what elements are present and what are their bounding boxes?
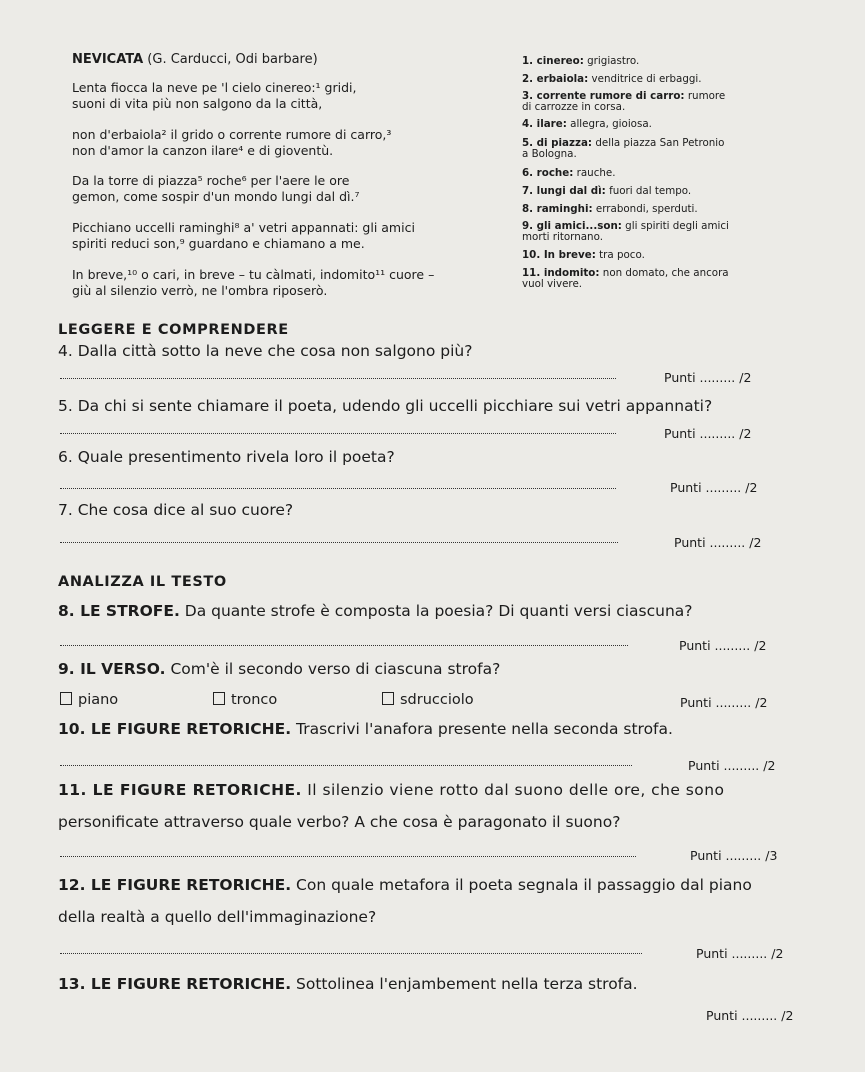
punti-score: Punti ......... /2 bbox=[680, 695, 768, 710]
punti-score: Punti ......... /2 bbox=[696, 946, 784, 961]
punti-score: Punti ......... /2 bbox=[674, 535, 762, 550]
punti-score: Punti ......... /2 bbox=[664, 426, 752, 441]
section-heading-leggere: LEGGERE E COMPRENDERE bbox=[58, 322, 289, 338]
poem-line: non d'erbaiola² il grido o corrente rumore di carro,³ bbox=[72, 127, 392, 142]
footnote: 1. cinereo: grigiastro. bbox=[522, 55, 640, 67]
question-11-cont: personificate attraverso quale verbo? A che cosa è paragonato il suono? bbox=[58, 813, 621, 831]
question-9: 9. IL VERSO. Com'è il secondo verso di ciascuna strofa? bbox=[58, 660, 501, 678]
poem-line: suoni di vita più non salgono da la città, bbox=[72, 96, 323, 111]
poem-line: Lenta fiocca la neve pe 'l cielo cinereo:¹ gridi, bbox=[72, 80, 357, 95]
poem-line: In breve,¹⁰ o cari, in breve – tu càlmati, indomito¹¹ cuore – bbox=[72, 267, 435, 282]
punti-score: Punti ......... /2 bbox=[706, 1008, 794, 1023]
checkbox-icon[interactable] bbox=[213, 692, 225, 705]
poem-title-author: (G. Carducci, Odi barbare) bbox=[143, 52, 318, 67]
punti-score: Punti ......... /2 bbox=[688, 758, 776, 773]
option-sdrucciolo[interactable]: sdrucciolo bbox=[382, 692, 474, 708]
question-13: 13. LE FIGURE RETORICHE. Sottolinea l'enjambement nella terza strofa. bbox=[58, 975, 638, 993]
question-12-cont: della realtà a quello dell'immaginazione? bbox=[58, 908, 377, 926]
poem-line: giù al silenzio verrò, ne l'ombra riposerò. bbox=[72, 283, 328, 298]
poem-line: Da la torre di piazza⁵ roche⁶ per l'aere le ore bbox=[72, 173, 350, 188]
question-5: 5. Da chi si sente chiamare il poeta, udendo gli uccelli picchiare sui vetri appannati? bbox=[58, 397, 713, 415]
footnote: 3. corrente rumore di carro: rumore bbox=[522, 90, 726, 102]
footnote: 10. In breve: tra poco. bbox=[522, 249, 645, 261]
punti-score: Punti ......... /2 bbox=[670, 480, 758, 495]
footnote: 2. erbaiola: venditrice di erbaggi. bbox=[522, 73, 702, 85]
footnote: 8. raminghi: errabondi, sperduti. bbox=[522, 203, 698, 215]
punti-score: Punti ......... /2 bbox=[679, 638, 767, 653]
option-tronco[interactable]: tronco bbox=[213, 692, 277, 708]
question-11: 11. LE FIGURE RETORICHE. Il silenzio viene rotto dal suono delle ore, che sono bbox=[58, 781, 725, 799]
answer-line-4[interactable] bbox=[60, 378, 616, 379]
answer-line-6[interactable] bbox=[60, 488, 616, 489]
footnote: 7. lungi dal dì: fuori dal tempo. bbox=[522, 185, 692, 197]
checkbox-icon[interactable] bbox=[382, 692, 394, 705]
poem-line: Picchiano uccelli raminghi⁸ a' vetri appannati: gli amici bbox=[72, 220, 415, 235]
footnote-cont: vuol vivere. bbox=[522, 278, 583, 290]
section-heading-analizza: ANALIZZA IL TESTO bbox=[58, 574, 227, 590]
poem-line: spiriti reduci son,⁹ guardano e chiamano a me. bbox=[72, 236, 365, 251]
poem-title bbox=[72, 52, 318, 67]
punti-score: Punti ......... /3 bbox=[690, 848, 778, 863]
footnote: 4. ilare: allegra, gioiosa. bbox=[522, 118, 652, 130]
answer-line-8[interactable] bbox=[60, 645, 628, 646]
footnote-cont: di carrozze in corsa. bbox=[522, 101, 626, 113]
answer-line-10[interactable] bbox=[60, 765, 632, 766]
question-6: 6. Quale presentimento rivela loro il poeta? bbox=[58, 448, 395, 466]
footnote: 5. di piazza: della piazza San Petronio bbox=[522, 137, 725, 149]
poem-line: non d'amor la canzon ilare⁴ e di gioventù. bbox=[72, 143, 334, 158]
footnote: 9. gli amici...son: gli spiriti degli amici bbox=[522, 220, 729, 232]
footnote-cont: a Bologna. bbox=[522, 148, 577, 160]
poem-title-name: NEVICATA bbox=[72, 52, 144, 67]
footnote-cont: morti ritornano. bbox=[522, 231, 603, 243]
answer-line-12[interactable] bbox=[60, 953, 642, 954]
checkbox-icon[interactable] bbox=[60, 692, 72, 705]
answer-line-5[interactable] bbox=[60, 433, 616, 434]
answer-line-7[interactable] bbox=[60, 542, 618, 543]
question-7: 7. Che cosa dice al suo cuore? bbox=[58, 501, 294, 519]
poem-line: gemon, come sospir d'un mondo lungi dal dì.⁷ bbox=[72, 189, 360, 204]
question-10: 10. LE FIGURE RETORICHE. Trascrivi l'anafora presente nella seconda strofa. bbox=[58, 720, 673, 738]
question-12: 12. LE FIGURE RETORICHE. Con quale metafora il poeta segnala il passaggio dal piano bbox=[58, 876, 752, 894]
question-8: 8. LE STROFE. Da quante strofe è composta la poesia? Di quanti versi ciascuna? bbox=[58, 602, 693, 620]
question-4: 4. Dalla città sotto la neve che cosa non salgono più? bbox=[58, 342, 473, 360]
option-piano[interactable]: piano bbox=[60, 692, 118, 708]
answer-line-11[interactable] bbox=[60, 856, 636, 857]
footnote: 11. indomito: non domato, che ancora bbox=[522, 267, 729, 279]
punti-score: Punti ......... /2 bbox=[664, 370, 752, 385]
footnote: 6. roche: rauche. bbox=[522, 167, 616, 179]
